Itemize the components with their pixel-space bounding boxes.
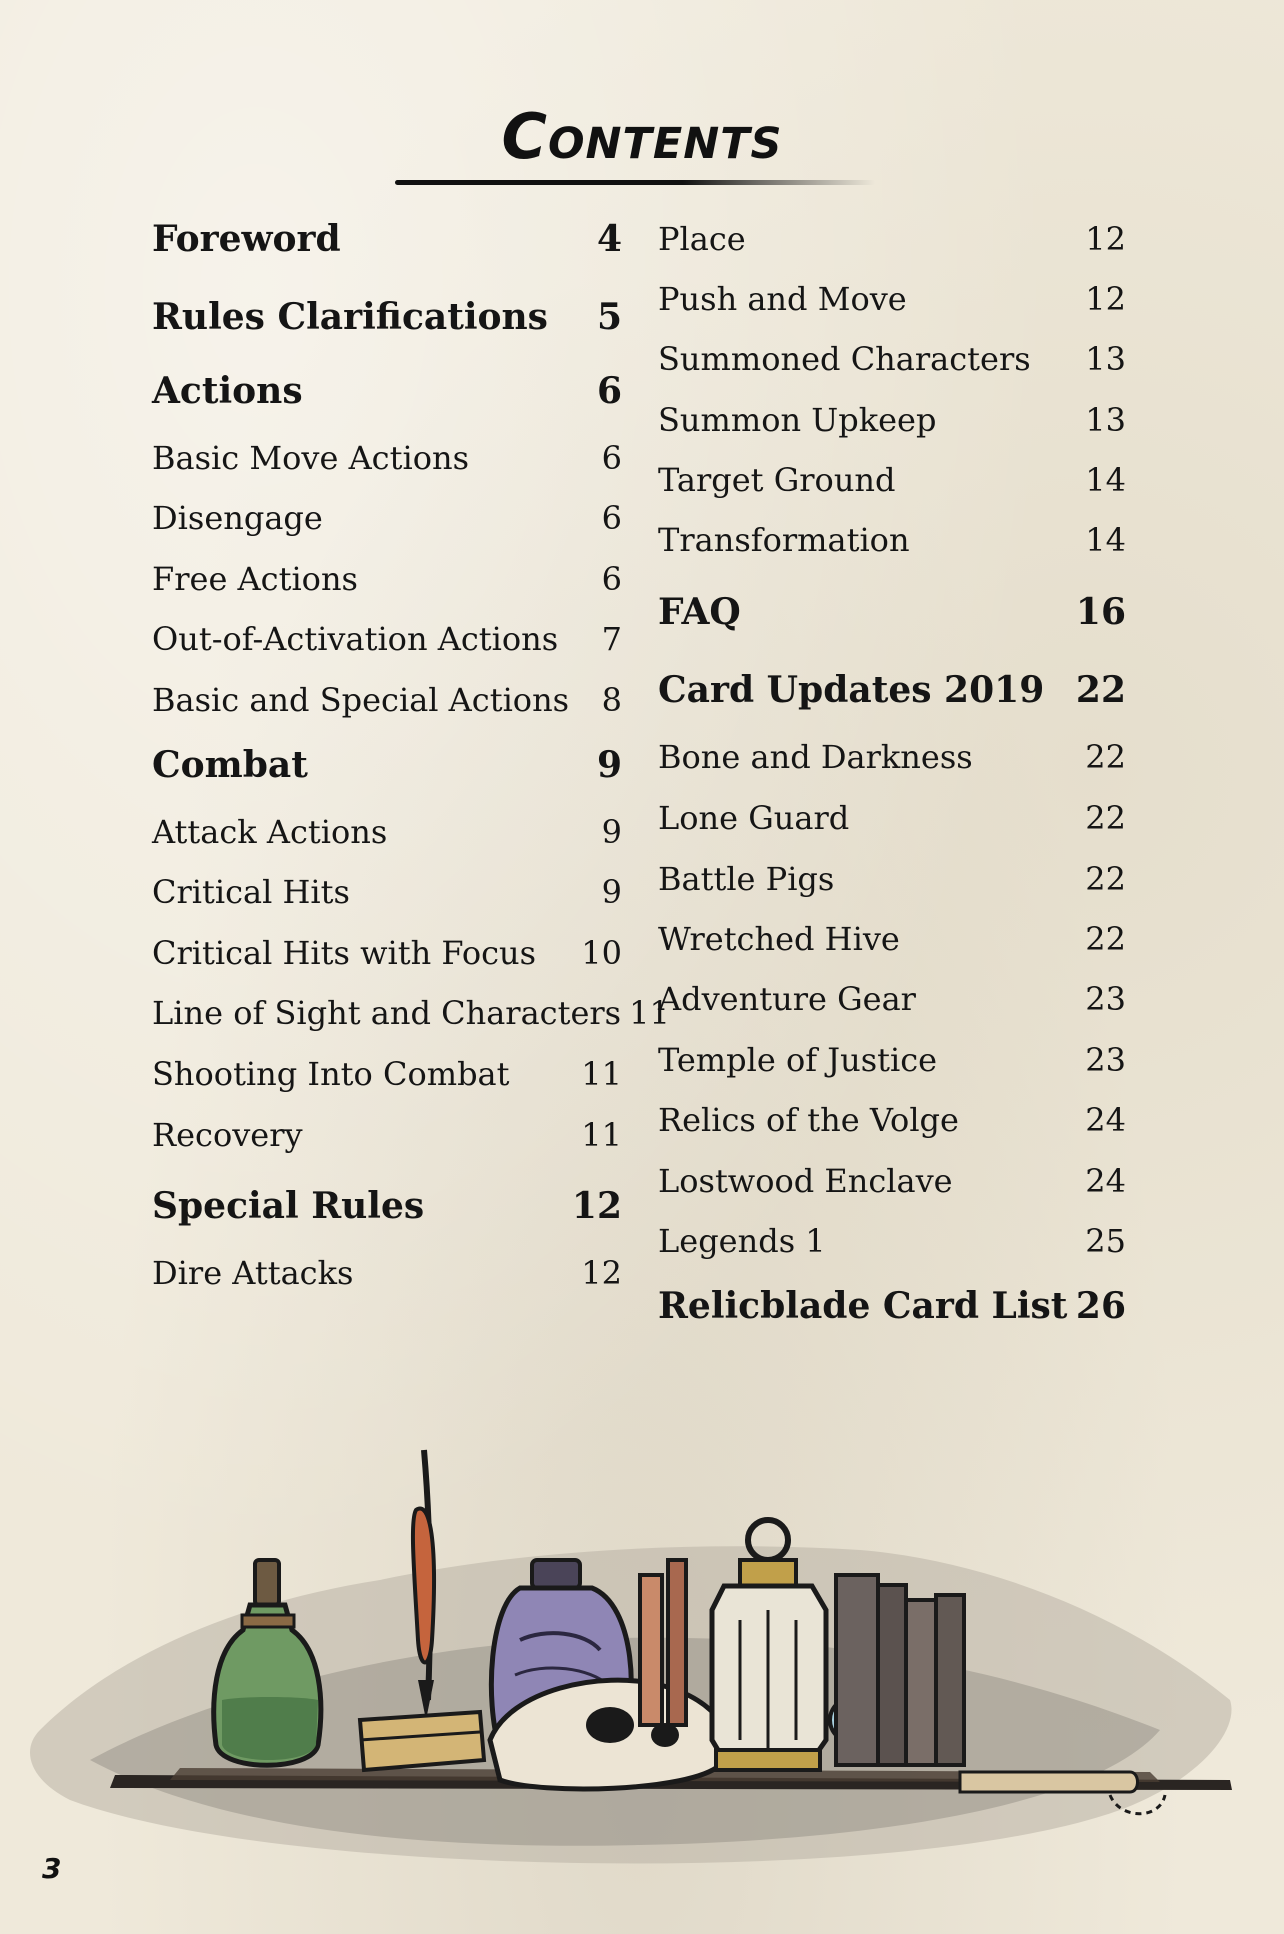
toc-entry-page: 9 bbox=[601, 813, 622, 851]
toc-entry-label: Adventure Gear bbox=[658, 980, 916, 1018]
toc-entry-label: Disengage bbox=[152, 499, 323, 537]
toc-entry-page: 23 bbox=[1085, 1041, 1126, 1079]
toc-entry-label: Actions bbox=[152, 370, 303, 412]
toc-entry-page: 6 bbox=[601, 499, 622, 537]
toc-entry-page: 5 bbox=[596, 296, 622, 338]
toc-entry[interactable] bbox=[152, 1180, 622, 1232]
toc-entry-label: Lone Guard bbox=[658, 799, 850, 837]
toc-entry-label: Transformation bbox=[658, 521, 910, 559]
toc-entry-page: 14 bbox=[1085, 521, 1126, 559]
toc-entry[interactable] bbox=[152, 1109, 622, 1161]
toc-entry[interactable] bbox=[658, 731, 1126, 783]
toc-entry-page: 12 bbox=[1085, 280, 1126, 318]
toc-entry-page: 9 bbox=[601, 873, 622, 911]
toc-entry-page: 13 bbox=[1085, 340, 1126, 378]
toc-entry-label: Foreword bbox=[152, 218, 341, 260]
toc-entry[interactable] bbox=[658, 213, 1126, 265]
still-life-illustration bbox=[0, 1400, 1284, 1870]
toc-entry-label: Rules Clarifications bbox=[152, 296, 548, 338]
toc-entry-label: Basic and Special Actions bbox=[152, 681, 570, 719]
toc-entry[interactable] bbox=[152, 1247, 622, 1299]
toc-entry-label: FAQ bbox=[658, 591, 741, 633]
toc-entry-page: 16 bbox=[1075, 591, 1126, 633]
toc-entry-label: Battle Pigs bbox=[658, 860, 835, 898]
toc-entry-label: Relics of the Volge bbox=[658, 1101, 959, 1139]
toc-entry-page: 12 bbox=[1085, 220, 1126, 258]
toc-entry[interactable] bbox=[152, 613, 622, 665]
toc-entry[interactable] bbox=[152, 987, 670, 1039]
toc-entry-page: 22 bbox=[1085, 799, 1126, 837]
toc-entry-page: 6 bbox=[601, 439, 622, 477]
toc-entry-page: 24 bbox=[1085, 1101, 1126, 1139]
toc-entry-label: Special Rules bbox=[152, 1185, 425, 1227]
toc-entry-label: Wretched Hive bbox=[658, 920, 900, 958]
toc-entry-label: Card Updates 2019 bbox=[658, 669, 1045, 711]
toc-entry[interactable] bbox=[658, 454, 1126, 506]
toc-entry-label: Relicblade Card List bbox=[658, 1285, 1068, 1327]
toc-entry[interactable] bbox=[152, 213, 622, 265]
toc-entry-label: Critical Hits bbox=[152, 873, 350, 911]
books-stack-icon bbox=[836, 1575, 964, 1765]
toc-entry-page: 24 bbox=[1085, 1162, 1126, 1200]
toc-entry[interactable] bbox=[152, 927, 622, 979]
toc-entry-page: 12 bbox=[581, 1254, 622, 1292]
toc-entry-label: Line of Sight and Characters bbox=[152, 994, 622, 1032]
toc-entry[interactable] bbox=[658, 913, 1126, 965]
toc-entry[interactable] bbox=[152, 365, 622, 417]
toc-entry-label: Critical Hits with Focus bbox=[152, 934, 537, 972]
toc-entry-page: 10 bbox=[581, 934, 622, 972]
toc-entry[interactable] bbox=[152, 739, 622, 791]
toc-entry[interactable] bbox=[152, 291, 622, 343]
toc-entry-label: Attack Actions bbox=[152, 813, 388, 851]
book-icon bbox=[360, 1712, 484, 1770]
toc-entry[interactable] bbox=[658, 792, 1126, 844]
toc-entry-page: 23 bbox=[1085, 980, 1126, 1018]
toc-entry[interactable] bbox=[658, 664, 1126, 716]
toc-entry-page: 8 bbox=[601, 681, 622, 719]
toc-entry-label: Place bbox=[658, 220, 746, 258]
toc-entry-label: Basic Move Actions bbox=[152, 439, 469, 477]
toc-entry[interactable] bbox=[658, 1280, 1126, 1332]
toc-entry-label: Lostwood Enclave bbox=[658, 1162, 953, 1200]
toc-entry-label: Bone and Darkness bbox=[658, 738, 973, 776]
toc-entry[interactable] bbox=[658, 514, 1126, 566]
toc-entry-page: 9 bbox=[596, 744, 622, 786]
toc-entry-page: 22 bbox=[1085, 860, 1126, 898]
toc-entry-label: Free Actions bbox=[152, 560, 358, 598]
toc-entry[interactable] bbox=[152, 492, 622, 544]
toc-entry[interactable] bbox=[658, 973, 1126, 1025]
toc-entry[interactable] bbox=[658, 1215, 1126, 1267]
toc-entry[interactable] bbox=[658, 1155, 1126, 1207]
toc-entry-label: Dire Attacks bbox=[152, 1254, 354, 1292]
toc-entry-page: 13 bbox=[1085, 401, 1126, 439]
toc-entry[interactable] bbox=[152, 1048, 622, 1100]
page-number: 3 bbox=[42, 1852, 62, 1885]
toc-entry-page: 22 bbox=[1085, 738, 1126, 776]
page-title: Contents bbox=[501, 100, 783, 173]
toc-entry[interactable] bbox=[152, 866, 622, 918]
toc-entry-page: 14 bbox=[1085, 461, 1126, 499]
toc-entry-label: Target Ground bbox=[658, 461, 896, 499]
toc-entry-page: 22 bbox=[1075, 669, 1126, 711]
toc-entry-page: 26 bbox=[1075, 1285, 1126, 1327]
toc-entry-page: 12 bbox=[571, 1185, 622, 1227]
toc-entry-label: Out-of-Activation Actions bbox=[152, 620, 559, 658]
title-underline bbox=[395, 180, 875, 185]
toc-entry-page: 11 bbox=[629, 994, 670, 1032]
toc-entry-label: Shooting Into Combat bbox=[152, 1055, 510, 1093]
toc-entry-label: Temple of Justice bbox=[658, 1041, 938, 1079]
toc-entry[interactable] bbox=[658, 333, 1126, 385]
toc-entry-page: 25 bbox=[1085, 1222, 1126, 1260]
toc-entry-label: Summoned Characters bbox=[658, 340, 1031, 378]
toc-entry-page: 11 bbox=[581, 1055, 622, 1093]
toc-entry-page: 6 bbox=[596, 370, 622, 412]
toc-entry[interactable] bbox=[658, 1094, 1126, 1146]
toc-entry[interactable] bbox=[152, 553, 622, 605]
toc-entry-page: 11 bbox=[581, 1116, 622, 1154]
toc-entry-page: 22 bbox=[1085, 920, 1126, 958]
toc-entry[interactable] bbox=[658, 394, 1126, 446]
candles-icon bbox=[640, 1560, 686, 1725]
toc-entry-label: Push and Move bbox=[658, 280, 907, 318]
toc-entry-page: 4 bbox=[596, 218, 622, 260]
green-bottle-icon bbox=[214, 1560, 321, 1765]
toc-entry-label: Summon Upkeep bbox=[658, 401, 937, 439]
toc-entry[interactable] bbox=[658, 586, 1126, 638]
toc-entry-page: 6 bbox=[601, 560, 622, 598]
toc-entry-label: Recovery bbox=[152, 1116, 303, 1154]
toc-entry[interactable] bbox=[152, 432, 622, 484]
toc-entry[interactable] bbox=[152, 806, 622, 858]
toc-entry[interactable] bbox=[658, 273, 1126, 325]
toc-entry-label: Legends 1 bbox=[658, 1222, 826, 1260]
toc-entry-page: 7 bbox=[601, 620, 622, 658]
toc-entry-label: Combat bbox=[152, 744, 308, 786]
toc-entry[interactable] bbox=[658, 853, 1126, 905]
toc-entry[interactable] bbox=[658, 1034, 1126, 1086]
toc-entry[interactable] bbox=[152, 674, 622, 726]
